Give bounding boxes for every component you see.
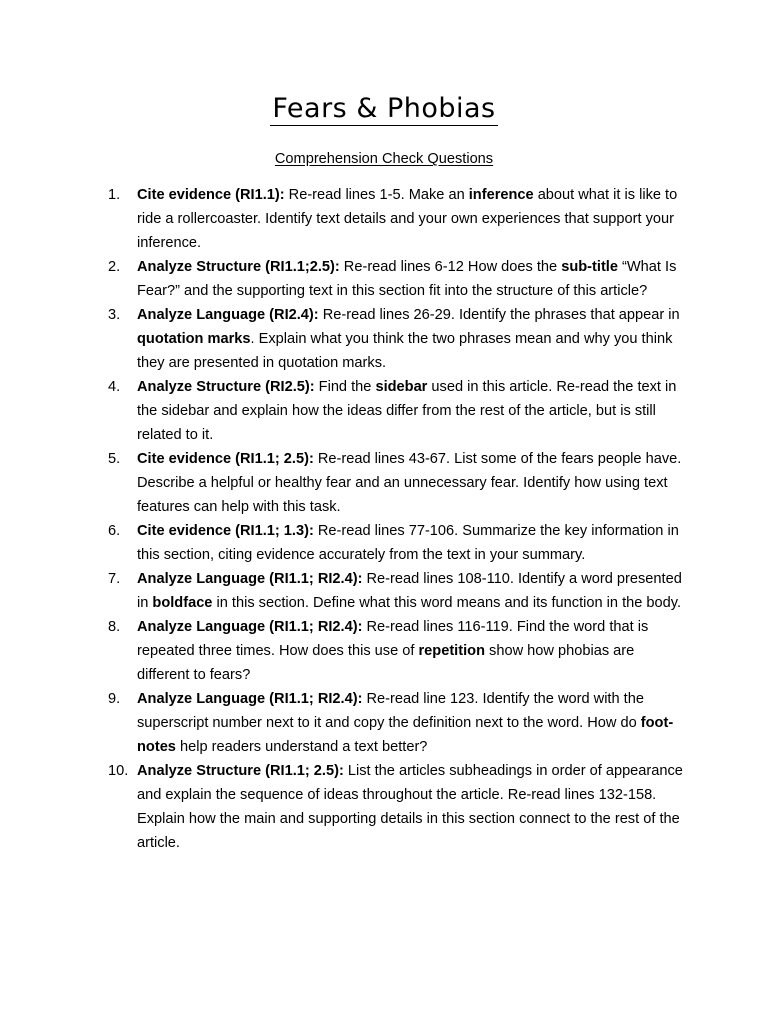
question-bold-segment: Cite evidence (RI1.1; 2.5): (137, 451, 314, 467)
question-item (108, 519, 688, 567)
question-item (108, 303, 688, 375)
question-number: 8. (108, 619, 121, 635)
question-item (108, 567, 688, 615)
question-number: 3. (108, 307, 121, 323)
question-bold-segment: Analyze Language (RI1.1; RI2.4): (137, 619, 363, 635)
question-number: 9. (108, 691, 121, 707)
question-number: 7. (108, 571, 121, 587)
question-text-segment: show how phobias are different to fears? (137, 643, 635, 683)
question-bold-segment: Analyze Structure (RI1.1; 2.5): (137, 763, 344, 779)
question-text (137, 687, 688, 759)
question-text-segment: . Explain what you think the two phrases mean and why you think they are presented in quotation marks. (137, 331, 673, 371)
question-bold-segment: quotation marks (137, 331, 251, 347)
question-bold-segment: boldface (152, 595, 213, 611)
question-text-segment: used in this article. Re-read the text in the sidebar and explain how the ideas differ from the rest of the article, but is still related to it. (137, 379, 677, 443)
document-title (0, 92, 768, 126)
question-text-segment: Re-read lines 1-5. Make an (284, 187, 469, 203)
question-bold-segment: foot-notes (137, 715, 674, 755)
question-text-segment: Re-read line 123. Identify the word with the superscript number next to it and copy the definition next to the word. How do (137, 691, 644, 731)
question-text (137, 255, 688, 303)
question-number: 1. (108, 187, 121, 203)
question-bold-segment: Cite evidence (RI1.1): (137, 187, 285, 203)
question-text (137, 183, 688, 255)
question-text-segment: Re-read lines 43-67. List some of the fears people have. Describe a helpful or healthy fear and an unnecessary fear. Identify how using text features can help with this task. (137, 451, 682, 515)
question-text-segment: “What Is Fear?” and the supporting text in this section fit into the structure of this article? (137, 259, 677, 299)
question-text-segment: help readers understand a text better? (175, 739, 428, 755)
question-number: 4. (108, 379, 121, 395)
question-list (108, 183, 688, 855)
question-text-segment: Find the (314, 379, 376, 395)
question-bold-segment: Cite evidence (RI1.1; 1.3): (137, 523, 314, 539)
question-item (108, 447, 688, 519)
question-text-segment: in this section. Define what this word means and its function in the body. (212, 595, 682, 611)
question-item (108, 375, 688, 447)
question-bold-segment: sidebar (375, 379, 428, 395)
question-item (108, 615, 688, 687)
question-bold-segment: sub-title (561, 259, 618, 275)
question-text (137, 759, 688, 855)
question-text (137, 519, 688, 567)
question-text-segment: List the articles subheadings in order of appearance and explain the sequence of ideas throughout the article. Re-read lines 132-158. Explain how the main and supporting details in this section connect to the rest of the article. (137, 763, 683, 851)
document-title-text: Fears & Phobias (272, 93, 496, 124)
question-number: 2. (108, 259, 121, 275)
question-text-segment: Re-read lines 6-12 How does the (339, 259, 562, 275)
question-text-segment: about what it is like to ride a rollercoaster. Identify text details and your own experiences that support your inference. (137, 187, 678, 251)
question-item (108, 183, 688, 255)
question-text (137, 567, 688, 615)
question-item (108, 687, 688, 759)
question-bold-segment: Analyze Language (RI1.1; RI2.4): (137, 571, 363, 587)
question-text-segment: Re-read lines 26-29. Identify the phrases that appear in (318, 307, 680, 323)
question-bold-segment: Analyze Structure (RI2.5): (137, 379, 315, 395)
question-text (137, 303, 688, 375)
question-bold-segment: inference (468, 187, 534, 203)
question-bold-segment: Analyze Structure (RI1.1;2.5): (137, 259, 340, 275)
question-text-segment: Re-read lines 108-110. Identify a word presented in (137, 571, 682, 611)
question-text-segment: Re-read lines 116-119. Find the word that is repeated three times. How does this use of (137, 619, 649, 659)
document-subtitle-text: Comprehension Check Questions (274, 151, 494, 167)
question-text (137, 615, 688, 687)
document-subtitle (0, 149, 768, 169)
question-item (108, 255, 688, 303)
question-number: 5. (108, 451, 121, 467)
question-text-segment: Re-read lines 77-106. Summarize the key information in this section, citing evidence accurately from the text in your summary. (137, 523, 679, 563)
question-text (137, 375, 688, 447)
question-item (108, 759, 688, 855)
question-bold-segment: Analyze Language (RI2.4): (137, 307, 319, 323)
question-bold-segment: Analyze Language (RI1.1; RI2.4): (137, 691, 363, 707)
question-text (137, 447, 688, 519)
question-number: 6. (108, 523, 121, 539)
question-number: 10. (108, 763, 129, 779)
question-bold-segment: repetition (418, 643, 485, 659)
